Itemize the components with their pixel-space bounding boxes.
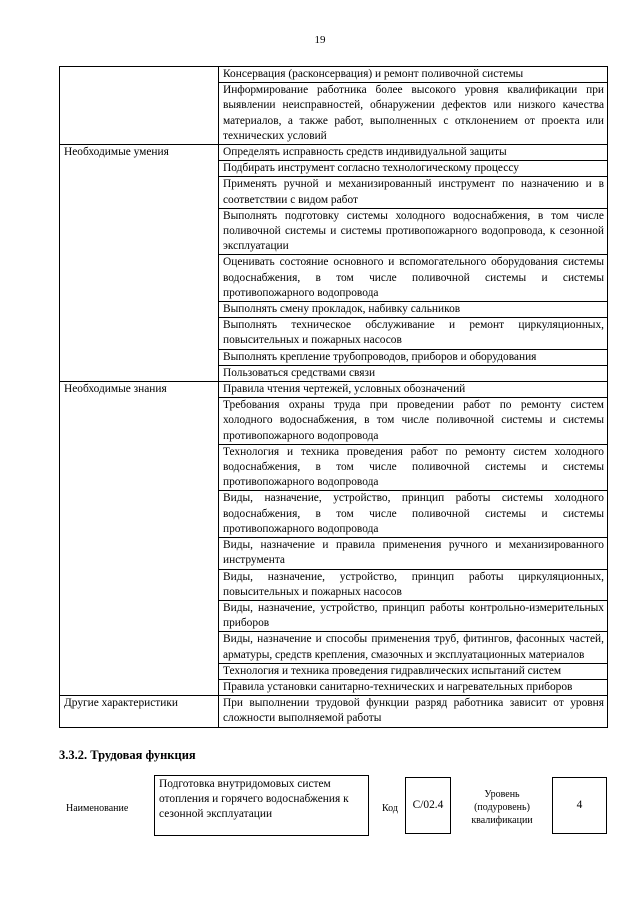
row-item: [219, 67, 608, 83]
row-item-text: Правила установки санитарно-технических и нагревательных приборов: [223, 680, 573, 693]
code-label: Код: [382, 803, 398, 814]
name-label: Наименование: [66, 803, 129, 814]
row-item-text: Выполнять техническое обслуживание и ремонт циркуляционных, повысительных и пожарных насосов: [223, 319, 604, 347]
row-item: [219, 696, 608, 727]
row-label: Необходимые знания: [60, 382, 219, 696]
row-item-text: Технология и техника проведения гидравлических испытаний систем: [223, 664, 562, 677]
page-number: 19: [314, 34, 326, 46]
row-item: [219, 444, 608, 491]
row-item-text: Пользоваться средствами связи: [223, 366, 376, 379]
row-item: [219, 177, 608, 208]
code-value-box: [405, 777, 451, 834]
row-item-text: Виды, назначение и способы применения труб, фитингов, фасонных частей, арматуры, средств крепления, смазочных и эксплуатационных материалов: [223, 633, 604, 661]
row-item: [219, 208, 608, 255]
row-item: [219, 365, 608, 381]
row-item-text: Виды, назначение и правила применения ручного и механизированного инструмента: [223, 539, 604, 567]
level-label-line-1: Уровень: [484, 789, 520, 800]
row-item-text: Применять ручной и механизированный инструмент по назначению и в соответствии с видом работ: [223, 178, 604, 206]
table-row: [60, 382, 608, 398]
row-item-text: При выполнении трудовой функции разряд работника зависит от уровня сложности выполняемой работы: [223, 697, 604, 725]
row-item: [219, 145, 608, 161]
row-item-text: Информирование работника более высокого уровня квалификации при выявлении неисправностей, обнаружении дефектов или низкого качества материалов, а также работ, выполненных с отклонением от проекта или технических условий: [223, 84, 604, 142]
row-item: [219, 398, 608, 445]
row-item: [219, 83, 608, 145]
row-item-text: Виды, назначение, устройство, принцип работы системы холодного водоснабжения, в том числе поливочной системы и системы противопожарного водопровода: [223, 492, 604, 535]
row-item-text: Выполнять смену прокладок, набивку сальников: [223, 303, 461, 316]
table-row: [60, 67, 608, 83]
row-item: [219, 382, 608, 398]
level-label-line-3: квалификации: [471, 815, 533, 826]
level-value-box: [552, 777, 607, 834]
level-label-line-2: (подуровень): [474, 802, 530, 813]
row-item-text: Требования охраны труда при проведении работ по ремонту систем холодного водоснабжения, в том числе поливочной системы и системы противопожарного водопровода: [223, 399, 604, 442]
row-item: [219, 491, 608, 538]
row-item-text: Определять исправность средств индивидуальной защиты: [223, 146, 507, 159]
row-item: [219, 679, 608, 695]
row-item: [219, 349, 608, 365]
row-item-text: Правила чтения чертежей, условных обозначений: [223, 383, 466, 396]
row-item: [219, 318, 608, 349]
row-item-text: Консервация (расконсервация) и ремонт поливочной системы: [223, 68, 524, 80]
row-item-text: Подбирать инструмент согласно технологическому процессу: [223, 162, 519, 175]
row-label: Необходимые умения: [60, 145, 219, 382]
row-item-text: Технология и техника проведения работ по ремонту систем холодного водоснабжения, в том числе поливочной системы и системы противопожарного водопровода: [223, 445, 604, 489]
row-item: [219, 302, 608, 318]
row-item: [219, 161, 608, 177]
row-item: [219, 538, 608, 569]
level-label: [461, 788, 543, 827]
row-item: [219, 255, 608, 302]
row-item-text: Оценивать состояние основного и вспомогательного оборудования системы водоснабжения, в том числе поливочной системы и системы противопожарного водопровода: [223, 256, 604, 299]
name-value-box: [154, 775, 369, 836]
row-item-text: Выполнять крепление трубопроводов, приборов и оборудования: [223, 350, 537, 363]
row-item-text: Виды, назначение, устройство, принцип работы контрольно-измерительных приборов: [223, 601, 604, 630]
section-title: 3.3.2. Трудовая функция: [59, 748, 196, 762]
table-row: [60, 145, 608, 161]
table-row: [60, 696, 608, 727]
row-item-text: Выполнять подготовку системы холодного водоснабжения, в том числе поливочной системы и системы противопожарного водопровода, к сезонной эксплуатации: [223, 209, 604, 253]
row-label: Другие характеристики: [60, 696, 219, 727]
code-value: C/02.4: [412, 799, 444, 811]
row-label: [60, 67, 219, 145]
row-item: [219, 600, 608, 631]
row-item: [219, 632, 608, 663]
name-value: Подготовка внутридомовых систем отопления и горячего водоснабжения к сезонной эксплуатации: [159, 778, 349, 820]
competency-table: [59, 66, 608, 728]
row-item: [219, 569, 608, 600]
row-item-text: Виды, назначение, устройство, принцип работы циркуляционных, повысительных и пожарных насосов: [223, 570, 604, 598]
row-item: [219, 663, 608, 679]
level-value: 4: [576, 799, 583, 811]
